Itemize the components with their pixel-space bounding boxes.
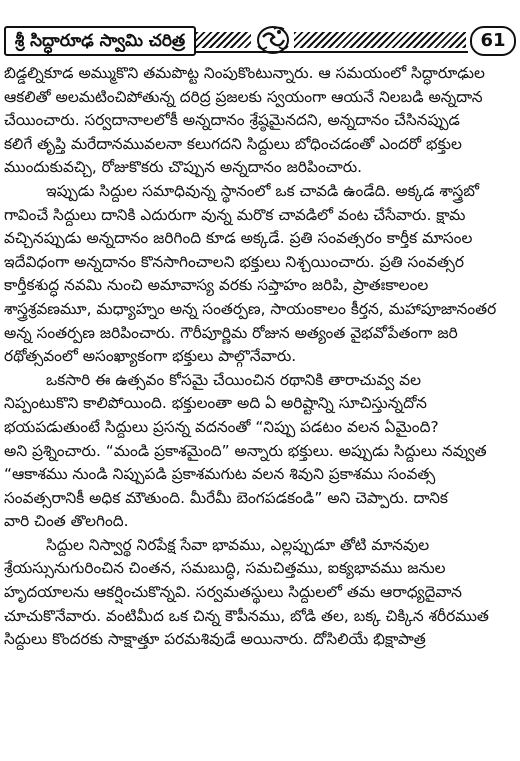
text-line: భయపడుతుంటే సిద్దులు ప్రసన్న వదనంతో “నిప్పు పడటం వలన ఏమైంది?: [4, 417, 439, 436]
page-number: 61: [470, 26, 516, 56]
text-line: ఒకసారి ఈ ఉత్సవం కోసమై చేయించిన రథానికి తారాచువ్వ వల: [46, 370, 422, 389]
text-line: ఆకలితో అలమటించిపోతున్న దరిద్ర ప్రజలకు స్వయంగా ఆయనే నిలబడి అన్నదాన: [4, 87, 483, 106]
text-line: శ్రేయస్సునుగురించిన చింతన, సమబుద్ధి, సమచిత్తము, ఐక్యభావము జనుల: [4, 559, 446, 578]
running-title: శ్రీ సిద్ధారూఢ స్వామి చరిత్ర: [4, 26, 196, 56]
body-text: [4, 62, 514, 652]
text-line: శాస్త్రశ్రవణమూ, మధ్యాహ్నం అన్న సంతర్పణ, సాయంకాలం కీర్తన, మహాపూజానంతర: [4, 299, 497, 318]
text-line: కలిగే తృప్తి మరేదానమువలనా కలుగదని సిద్దులు బోధించడంతో ఎందరో భక్తుల: [4, 134, 462, 153]
text-line: చూచుకొనేవారు. వంటిమీద ఒక చిన్న కౌపీనము, బోడి తల, బక్క చిక్కిన శరీరముత: [4, 606, 489, 625]
text-line: చేయించారు. సర్వదానాలలోకీ అన్నదానం శ్రేష్ఠమైనదని, అన్నదానం చేసినప్పుడ: [4, 111, 460, 130]
text-line: సిద్దుల నిస్వార్థ నిరపేక్ష సేవా భావము, ఎల్లప్పుడూ తోటి మానవుల: [46, 535, 430, 554]
text-line: “ఆకాశము నుండి నిప్పుపడి ప్రకాశమగుట వలన శివుని ప్రకాశము సంవత్స: [4, 465, 436, 484]
text-line: ఇదేవిధంగా అన్నదానం కొనసాగించాలని భక్తులు నిశ్చయించారు. ప్రతి సంవత్సర: [4, 252, 465, 271]
text-line: రథోత్సవంలో అసంఖ్యాకంగా భక్తులు పాల్గొనేవారు.: [4, 347, 297, 366]
text-line: అన్న సంతర్పణ జరిపించారు. గౌరీపూర్ణిమ రోజున అత్యంత వైభవోపేతంగా జరి: [4, 323, 458, 342]
text-line: గావించే సిద్దులు దానికి ఎదురుగా వున్న మరొక చావడిలో వంట చేసేవారు. క్షామ: [4, 205, 466, 224]
text-line: నిప్పంటుకొని కాలిపోయింది. భక్తులంతా అది ఏ అరిష్టాన్ని సూచిస్తున్నదోన: [4, 394, 427, 413]
text-line: కార్తీకశుద్ధ నవమి నుంచి అమావాస్య వరకు సప్తాహం జరిపి, ప్రాతఃకాలంల: [4, 276, 429, 295]
text-line: వారి చింత తొలగింది.: [4, 512, 129, 531]
text-line: ముందుకువచ్చి, రోజుకొకరు చొప్పున అన్నదానం జరిపించారు.: [4, 158, 363, 177]
text-line: బిడ్డల్నికూడ అమ్ముకొని తమపొట్ట నింపుకొంటున్నారు. ఆ సమయంలో సిద్ధారూఢుల: [4, 64, 485, 82]
page-header: [4, 26, 514, 56]
text-line: సిద్దులు కొందరకు సాక్షాత్తూ పరమశివుడే అయినారు. దోసిలియే భిక్షాపాత్ర: [4, 630, 426, 649]
text-line: హృదయాలను ఆకర్షించుకొన్నవి. సర్వమతస్థులు సిద్దులలో తమ ఆరాధ్యదైవాన: [4, 583, 462, 602]
text-line: ఇప్పుడు సిద్దుల సమాధివున్న స్థానంలో ఒక చావడి ఉండేది. అక్కడ శాస్త్రబో: [46, 181, 479, 200]
header-rule: [196, 51, 468, 53]
header-hatch-right: [294, 32, 466, 48]
text-line: వచ్చినప్పుడు అన్నదానం జరిగింది కూడ అక్కడే. ప్రతి సంవత్సరం కార్తీక మాసంల: [4, 229, 473, 248]
header-hatch-left: [196, 32, 251, 48]
text-line: అని ప్రశ్నించారు. “మండి ప్రకాశమైంది” అన్నారు భక్తులు. అప్పుడు సిద్దులు నవ్వుత: [4, 441, 487, 460]
text-line: సంవత్సరానికీ అధిక మౌతుంది. మీరేమీ బెంగపడకండి” అని చెప్పారు. దానిక: [4, 488, 448, 507]
